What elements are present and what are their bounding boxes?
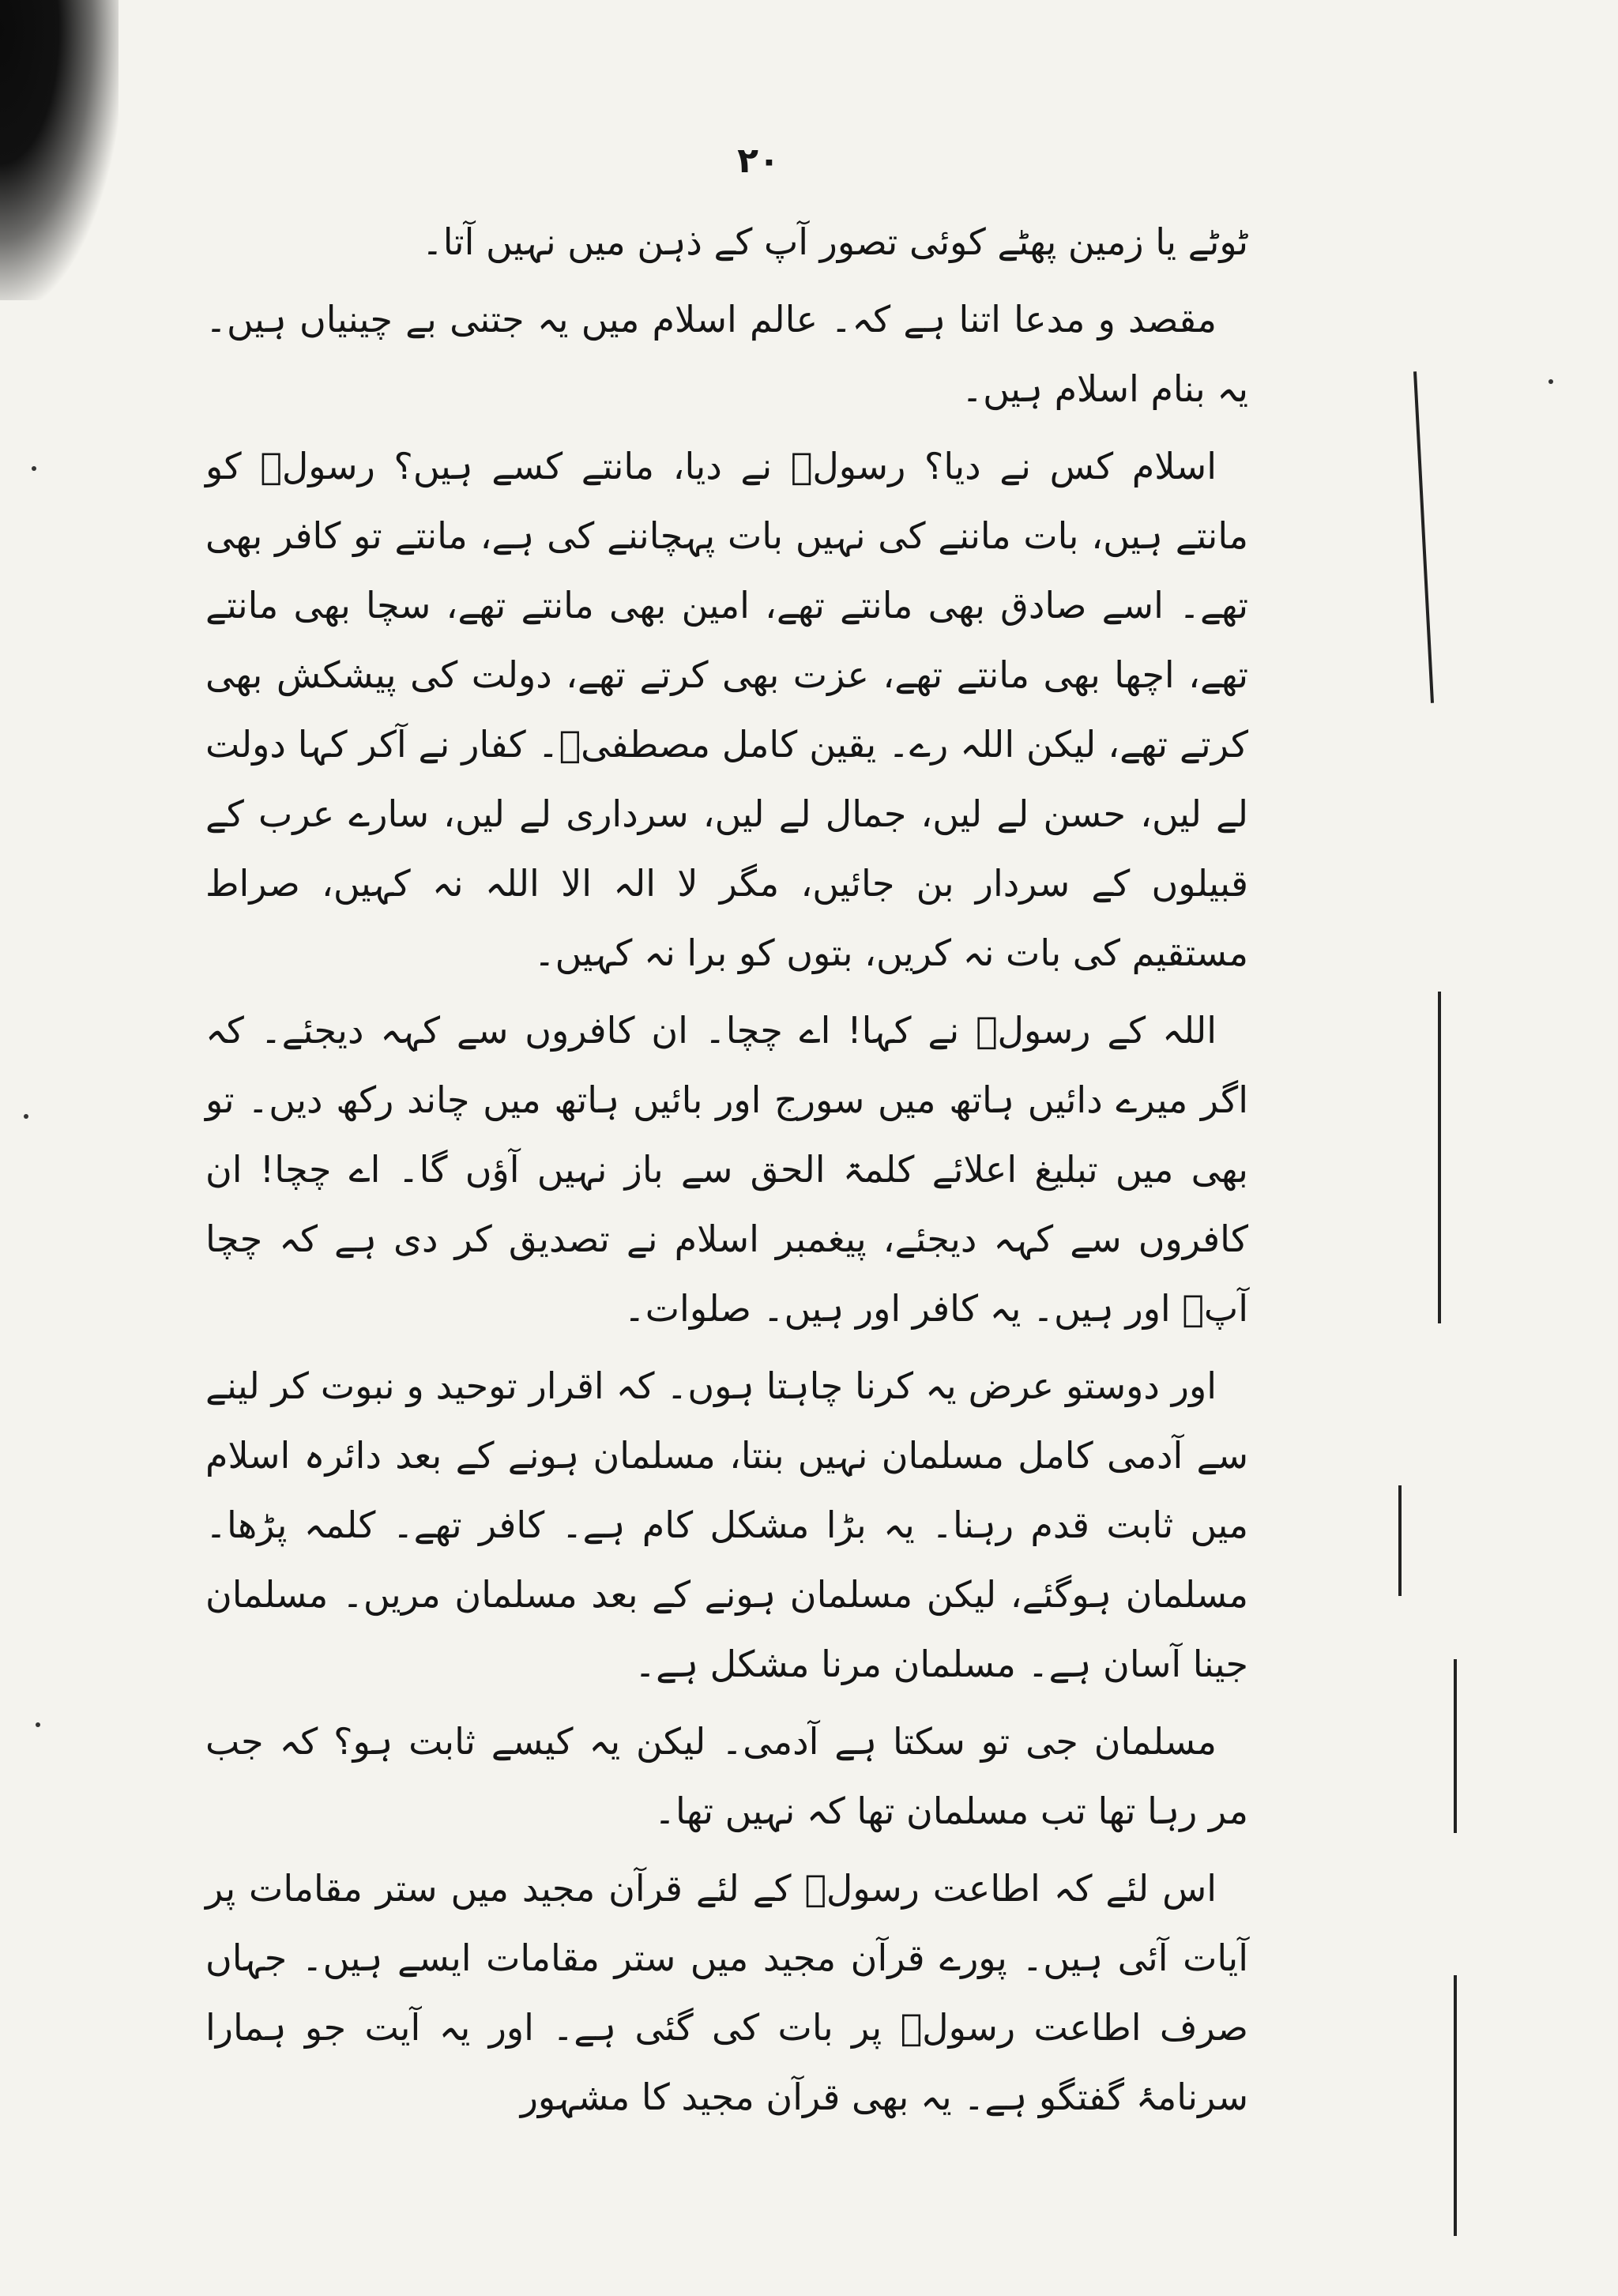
paragraph-7: اس لئے کہ اطاعت رسولؐ کے لئے قرآن مجید میں ستر مقامات پر آیات آئی ہیں۔ پورے قرآن مجید میں ستر مقامات ایسے ہیں۔ جہاں صرف اطاعت رسولؐ پر بات کی گئی ہے۔ اور یہ آیت جو ہمارا سرنامۂ گفتگو ہے۔ یہ بھی قرآن مجید کا مشہور	[205, 1867, 1248, 2118]
paragraph-6: مسلمان جی تو سکتا ہے آدمی۔ لیکن یہ کیسے ثابت ہو؟ کہ جب مر رہا تھا تب مسلمان تھا کہ نہیں تھا۔	[205, 1720, 1248, 1832]
scan-speck	[24, 1114, 28, 1119]
scan-edge-shadow	[0, 0, 119, 300]
page-number: ۲۰	[737, 141, 780, 181]
paragraph-3: اسلام کس نے دیا؟ رسولؐ نے دیا، مانتے کسے ہیں؟ رسولؐ کو مانتے ہیں، بات ماننے کی نہیں بات پہچاننے کی ہے، مانتے تو کافر بھی تھے۔ اسے صادق بھی مانتے تھے، امین بھی مانتے تھے، سچا بھی مانتے تھے، اچھا بھی مانتے تھے، عزت بھی کرتے تھے، دولت کی پیشکش بھی کرتے تھے، لیکن اللہ رے۔ یقین کامل مصطفیؐ۔ کفار نے آکر کہا دولت لے لیں، حسن لے لیں، جمال لے لیں، سرداری لے لیں، سارے عرب کے قبیلوں کے سردار بن جائیں، مگر لا الہ الا اللہ نہ کہیں، صراط مستقیم کی بات نہ کریں، بتوں کو برا نہ کہیں۔	[205, 445, 1248, 974]
margin-mark-1	[1413, 371, 1434, 703]
scan-speck	[32, 466, 36, 471]
paragraph-5: اور دوستو عرض یہ کرنا چاہتا ہوں۔ کہ اقرار توحید و نبوت کر لینے سے آدمی کامل مسلمان نہیں بنتا، مسلمان ہونے کے بعد دائرہ اسلام میں ثابت قدم رہنا۔ یہ بڑا مشکل کام ہے۔ کافر تھے۔ کلمہ پڑھا۔ مسلمان ہوگئے، لیکن مسلمان ہونے کے بعد مسلمان مریں۔ مسلمان جینا آسان ہے۔ مسلمان مرنا مشکل ہے۔	[205, 1364, 1248, 1685]
margin-mark-3	[1398, 1485, 1402, 1596]
scan-speck	[36, 1722, 40, 1727]
margin-mark-4	[1454, 1659, 1457, 1833]
paragraph-4: اللہ کے رسولؐ نے کہا! اے چچا۔ ان کافروں سے کہہ دیجئے۔ کہ اگر میرے دائیں ہاتھ میں سورج اور بائیں ہاتھ میں چاند رکھ دیں۔ تو بھی میں تبلیغ اعلائے کلمۃ الحق سے باز نہیں آؤں گا۔ اے چچا! ان کافروں سے کہہ دیجئے، پیغمبر اسلام نے تصدیق کر دی ہے کہ چچا آپؑ اور ہیں۔ یہ کافر اور ہیں۔ صلوات۔	[205, 1009, 1248, 1330]
margin-mark-5	[1454, 1975, 1457, 2236]
scan-speck	[1548, 379, 1553, 384]
margin-mark-2	[1438, 992, 1441, 1323]
page-body	[205, 207, 1248, 2140]
paragraph-1: ٹوٹے یا زمین پھٹے کوئی تصور آپ کے ذہن میں نہیں آتا۔	[421, 220, 1248, 263]
paragraph-2: مقصد و مدعا اتنا ہے کہ۔ عالم اسلام میں یہ جتنی بے چینیاں ہیں۔ یہ بنام اسلام ہیں۔	[205, 298, 1248, 410]
